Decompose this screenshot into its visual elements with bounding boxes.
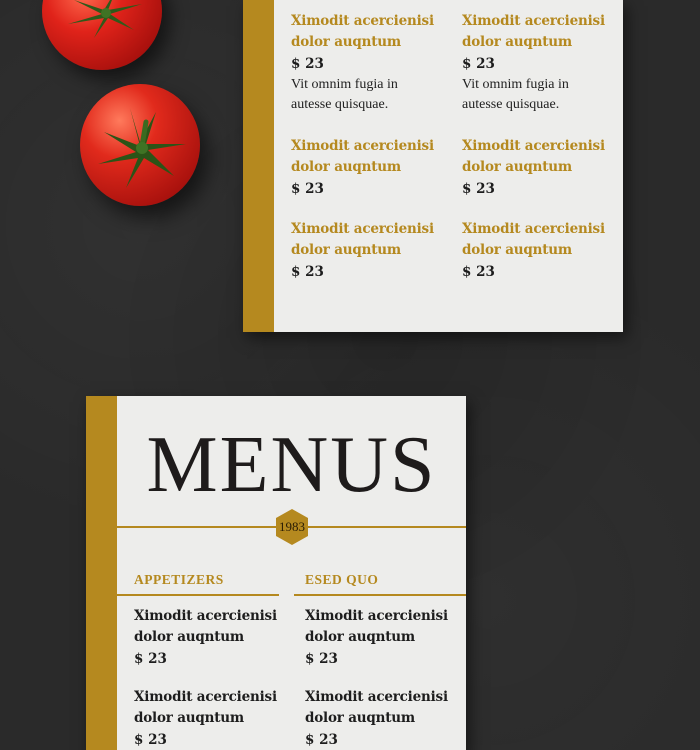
item-name: dolor auqntum xyxy=(305,629,415,645)
menu-item xyxy=(134,606,294,670)
item-description: autesse quisquae. xyxy=(462,97,560,112)
item-name: dolor auqntum xyxy=(134,629,244,645)
item-name: dolor auqntum xyxy=(462,159,572,175)
item-price: $ 23 xyxy=(462,181,495,197)
item-price: $ 23 xyxy=(291,181,324,197)
item-name: dolor auqntum xyxy=(291,159,401,175)
item-name: dolor auqntum xyxy=(291,34,401,50)
menu-item xyxy=(291,219,451,283)
year-badge xyxy=(273,508,311,546)
item-name: Ximodit acercienisi xyxy=(291,13,434,29)
gold-side-bar xyxy=(86,396,117,750)
menu-item xyxy=(462,219,622,283)
menu-card-top xyxy=(243,0,623,332)
item-name: Ximodit acercienisi xyxy=(305,689,448,705)
item-name: Ximodit acercienisi xyxy=(134,689,277,705)
item-description: Vit omnim fugia in xyxy=(291,77,398,92)
item-name: dolor auqntum xyxy=(134,710,244,726)
item-name: dolor auqntum xyxy=(305,710,415,726)
item-name: Ximodit acercienisi xyxy=(305,608,448,624)
menu-item xyxy=(305,687,465,750)
section-heading-appetizers: APPETIZERS xyxy=(134,572,224,587)
item-description: Vit omnim fugia in xyxy=(462,77,569,92)
item-price: $ 23 xyxy=(462,264,495,280)
tomato-stem-icon xyxy=(90,102,190,192)
menu-title: MENUS xyxy=(146,421,437,509)
section-divider xyxy=(294,594,466,596)
menu-item xyxy=(291,11,451,115)
menu-item xyxy=(291,136,451,200)
tomato-photo-top xyxy=(42,0,162,70)
item-name: Ximodit acercienisi xyxy=(462,138,605,154)
menu-item xyxy=(462,136,622,200)
item-price: $ 23 xyxy=(291,56,324,72)
section-heading-esed-quo: ESED QUO xyxy=(305,572,379,587)
item-name: Ximodit acercienisi xyxy=(291,221,434,237)
item-name: Ximodit acercienisi xyxy=(462,13,605,29)
item-name: dolor auqntum xyxy=(462,34,572,50)
section-divider xyxy=(117,594,279,596)
gold-side-bar xyxy=(243,0,274,332)
item-description: autesse quisquae. xyxy=(291,97,389,112)
menu-card-bottom xyxy=(86,396,466,750)
item-price: $ 23 xyxy=(291,264,324,280)
tomato-photo-bottom xyxy=(80,84,200,206)
year-label: 1983 xyxy=(279,519,305,534)
item-name: Ximodit acercienisi xyxy=(134,608,277,624)
item-name: Ximodit acercienisi xyxy=(462,221,605,237)
tomato-stem-icon xyxy=(64,0,144,40)
item-name: dolor auqntum xyxy=(291,242,401,258)
menu-item xyxy=(462,11,622,115)
menu-item xyxy=(134,687,294,750)
item-price: $ 23 xyxy=(134,732,167,748)
item-name: dolor auqntum xyxy=(462,242,572,258)
item-price: $ 23 xyxy=(305,651,338,667)
item-price: $ 23 xyxy=(305,732,338,748)
menu-item xyxy=(305,606,465,670)
item-price: $ 23 xyxy=(134,651,167,667)
item-price: $ 23 xyxy=(462,56,495,72)
item-name: Ximodit acercienisi xyxy=(291,138,434,154)
